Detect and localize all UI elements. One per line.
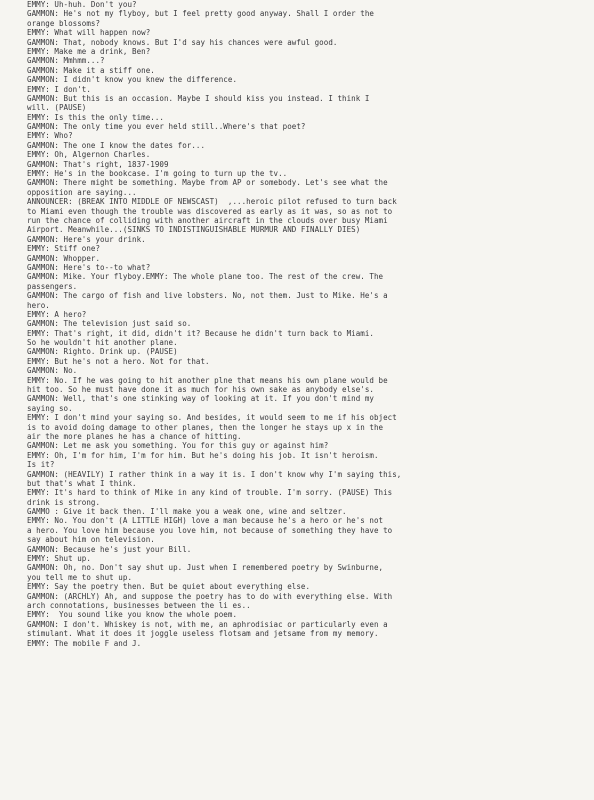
script-line: saying so.	[27, 403, 73, 413]
script-line: GAMMON: Make it a stiff one.	[27, 65, 155, 75]
script-line: EMMY: It's hard to think of Mike in any kind of trouble. I'm sorry. (PAUSE) This	[27, 488, 393, 498]
script-line: a hero. You love him because you love him, not because of something they have to	[27, 525, 393, 535]
script-line: EMMY: I don't.	[27, 84, 91, 94]
script-line: EMMY: Oh, I'm for him, I'm for him. But he's doing his job. It isn't heroism.	[27, 450, 379, 460]
script-line: will. (PAUSE)	[27, 103, 87, 113]
script-line: EMMY: Who?	[27, 131, 73, 141]
script-line: EMMY: Is this the only time...	[27, 112, 164, 122]
script-line: GAMMON: That, nobody knows. But I'd say his chances were awful good.	[27, 37, 338, 47]
script-line: GAMMON: Well, that's one stinking way of looking at it. If you don't mind my	[27, 394, 374, 404]
script-line: EMMY: Shut up.	[27, 554, 91, 564]
script-line: EMMY: But he's not a hero. Not for that.	[27, 356, 210, 366]
script-line: EMMY: No. You don't (A LITTLE HIGH) love a man because he's a hero or he's not	[27, 516, 384, 526]
script-line: GAMMON: Oh, no. Don't say shut up. Just when I remembered poetry by Swinburne,	[27, 563, 384, 573]
script-line: GAMMON: The one I know the dates for...	[27, 140, 206, 150]
script-line: EMMY: No. If he was going to hit another plne that means his own plane would be	[27, 375, 388, 385]
script-line: EMMY: Oh, Algernon Charles.	[27, 150, 151, 160]
script-line: EMMY: The mobile F and J.	[27, 638, 142, 648]
script-line: GAMMO : Give it back then. I'll make you a weak one, wine and seltzer.	[27, 507, 347, 517]
script-line: drink is strong.	[27, 497, 101, 507]
script-line: orange blossoms?	[27, 18, 101, 28]
script-line: EMMY: Say the poetry then. But be quiet about everything else.	[27, 582, 311, 592]
script-line: GAMMON: Whopper.	[27, 253, 101, 263]
script-line: GAMMON: (ARCHLY) Ah, and suppose the poetry has to do with everything else. With	[27, 591, 393, 601]
script-line: GAMMON: That's right, 1837-1909	[27, 159, 169, 169]
script-line: opposition are saying...	[27, 187, 137, 197]
script-line: hero.	[27, 300, 50, 310]
script-line: is to avoid doing damage to other planes, then the longer he stays up x in the	[27, 422, 384, 432]
script-line: GAMMON: There might be something. Maybe from AP or somebody. Let's see what the	[27, 178, 388, 188]
script-line: EMMY: Make me a drink, Ben?	[27, 46, 151, 56]
script-line: GAMMON: I didn't know you knew the difference.	[27, 75, 238, 85]
script-line: GAMMON: Mmhmm...?	[27, 56, 105, 66]
script-line: EMMY: Uh-huh. Don't you?	[27, 0, 137, 9]
script-line: run the chance of colliding with another aircraft in the clouds over busy Miami	[27, 215, 388, 225]
script-line: So he wouldn't hit another plane.	[27, 338, 178, 348]
script-line: EMMY: He's in the bookcase. I'm going to turn up the tv..	[27, 169, 288, 179]
script-line: GAMMON: No.	[27, 366, 78, 376]
script-line: GAMMON: The television just said so.	[27, 319, 192, 329]
script-line: GAMMON: Mike. Your flyboy.EMMY: The whole plane too. The rest of the crew. The	[27, 272, 384, 282]
script-line: hit too. So he must have done it as much for his own sake as anybody else's.	[27, 385, 374, 395]
script-line: GAMMON: Here's to--to what?	[27, 262, 151, 272]
script-line: Airport. Meanwhile...(SINKS TO INDISTINGUISHABLE MURMUR AND FINALLY DIES)	[27, 225, 361, 235]
script-line: GAMMON: Here's your drink.	[27, 234, 146, 244]
script-line: GAMMON: Let me ask you something. You for this guy or against him?	[27, 441, 329, 451]
script-line: GAMMON: The only time you ever held still..Where's that poet?	[27, 122, 306, 132]
script-line: air the more planes he has a chance of hitting.	[27, 431, 242, 441]
script-line: say about him on television.	[27, 535, 155, 545]
script-line: GAMMON: (HEAVILY) I rather think in a way it is. I don't know why I'm saying this,	[27, 469, 402, 479]
script-line: GAMMON: But this is an occasion. Maybe I should kiss you instead. I think I	[27, 93, 370, 103]
script-line: GAMMON: I don't. Whiskey is not, with me, an aphrodisiac or particularly even a	[27, 619, 388, 629]
script-line: EMMY: You sound like you know the whole poem.	[27, 610, 238, 620]
script-line: stimulant. What it does it joggle useless flotsam and jetsame from my memory.	[27, 629, 379, 639]
script-line: EMMY: A hero?	[27, 309, 87, 319]
script-line: GAMMON: The cargo of fish and live lobsters. No, not them. Just to Mike. He's a	[27, 291, 388, 301]
script-line: EMMY: Stiff one?	[27, 244, 101, 254]
script-line: EMMY: That's right, it did, didn't it? Because he didn't turn back to Miami.	[27, 328, 374, 338]
script-line: arch connotations, businesses between the li es..	[27, 601, 251, 610]
script-text	[27, 0, 582, 648]
script-line: you tell me to shut up.	[27, 572, 133, 582]
script-line: passengers.	[27, 281, 78, 291]
script-line: to Miami even though the trouble was discovered as early as it was, so as not to	[27, 206, 393, 216]
script-line: ANNOUNCER: (BREAK INTO MIDDLE OF NEWSCAST) ,...heroic pilot refused to turn back	[27, 197, 397, 207]
script-line: GAMMON: Righto. Drink up. (PAUSE)	[27, 347, 178, 357]
script-line: GAMMON: He's not my flyboy, but I feel pretty good anyway. Shall I order the	[27, 9, 374, 19]
script-line: EMMY: What will happen now?	[27, 28, 151, 38]
script-line: GAMMON: Because he's just your Bill.	[27, 544, 192, 554]
script-line: EMMY: I don't mind your saying so. And besides, it would seem to me if his object	[27, 413, 397, 423]
script-line: but that's what I think.	[27, 478, 137, 488]
script-line: Is it?	[27, 460, 55, 470]
